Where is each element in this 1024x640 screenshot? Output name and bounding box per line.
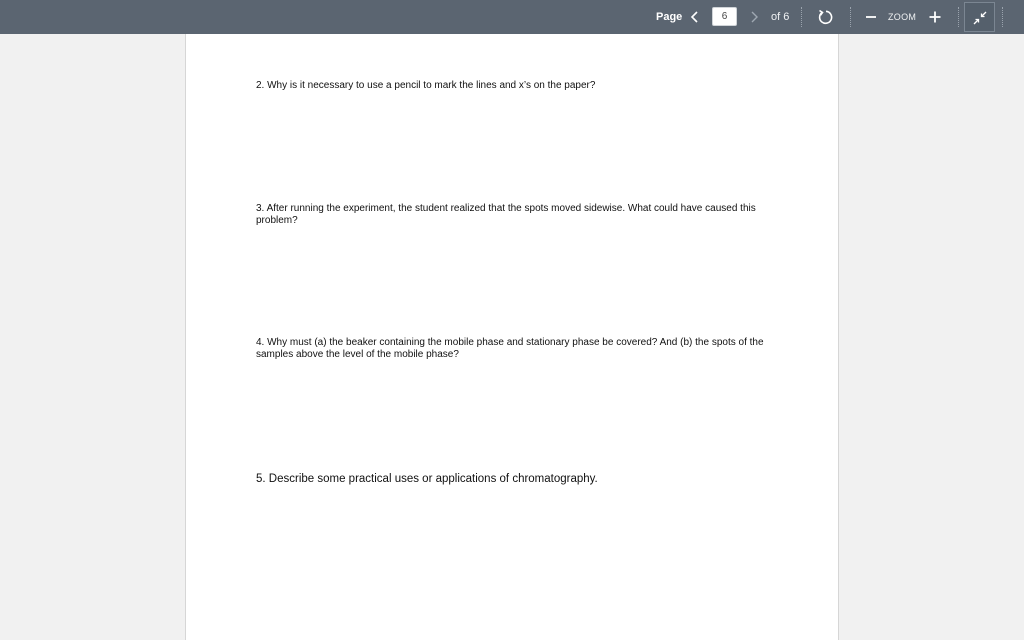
question-2: 2. Why is it necessary to use a pencil to mark the lines and x’s on the paper? [256,80,596,91]
collapse-arrows-icon [973,11,987,25]
exit-fullscreen-button[interactable] [964,2,995,32]
chevron-left-icon [689,8,701,26]
next-page-button[interactable] [748,8,760,26]
rotate-button[interactable] [816,8,834,26]
question-3: 3. After running the experiment, the student realized that the spots moved sidewise. What could have caused this problem? [256,203,756,226]
viewer-toolbar [0,0,1024,34]
minus-icon [864,8,878,26]
toolbar-divider [801,7,802,27]
toolbar-divider [958,7,959,27]
page-number-input[interactable] [712,7,737,26]
toolbar-divider [850,7,851,27]
page-count-label: of 6 [771,11,790,23]
chevron-right-icon [748,8,760,26]
zoom-in-button[interactable] [928,8,942,26]
previous-page-button[interactable] [689,8,701,26]
question-4: 4. Why must (a) the beaker containing the mobile phase and stationary phase be covered? And (b) the spots of the samples above the level of the mobile phase? [256,337,764,360]
plus-icon [928,8,942,26]
page-label: Page [656,11,683,23]
document-page [185,34,839,640]
question-5: 5. Describe some practical uses or applications of chromatography. [256,473,598,485]
toolbar-divider [1002,7,1003,27]
zoom-label: ZOOM [888,12,917,22]
rotate-icon [816,8,834,26]
zoom-out-button[interactable] [864,8,878,26]
